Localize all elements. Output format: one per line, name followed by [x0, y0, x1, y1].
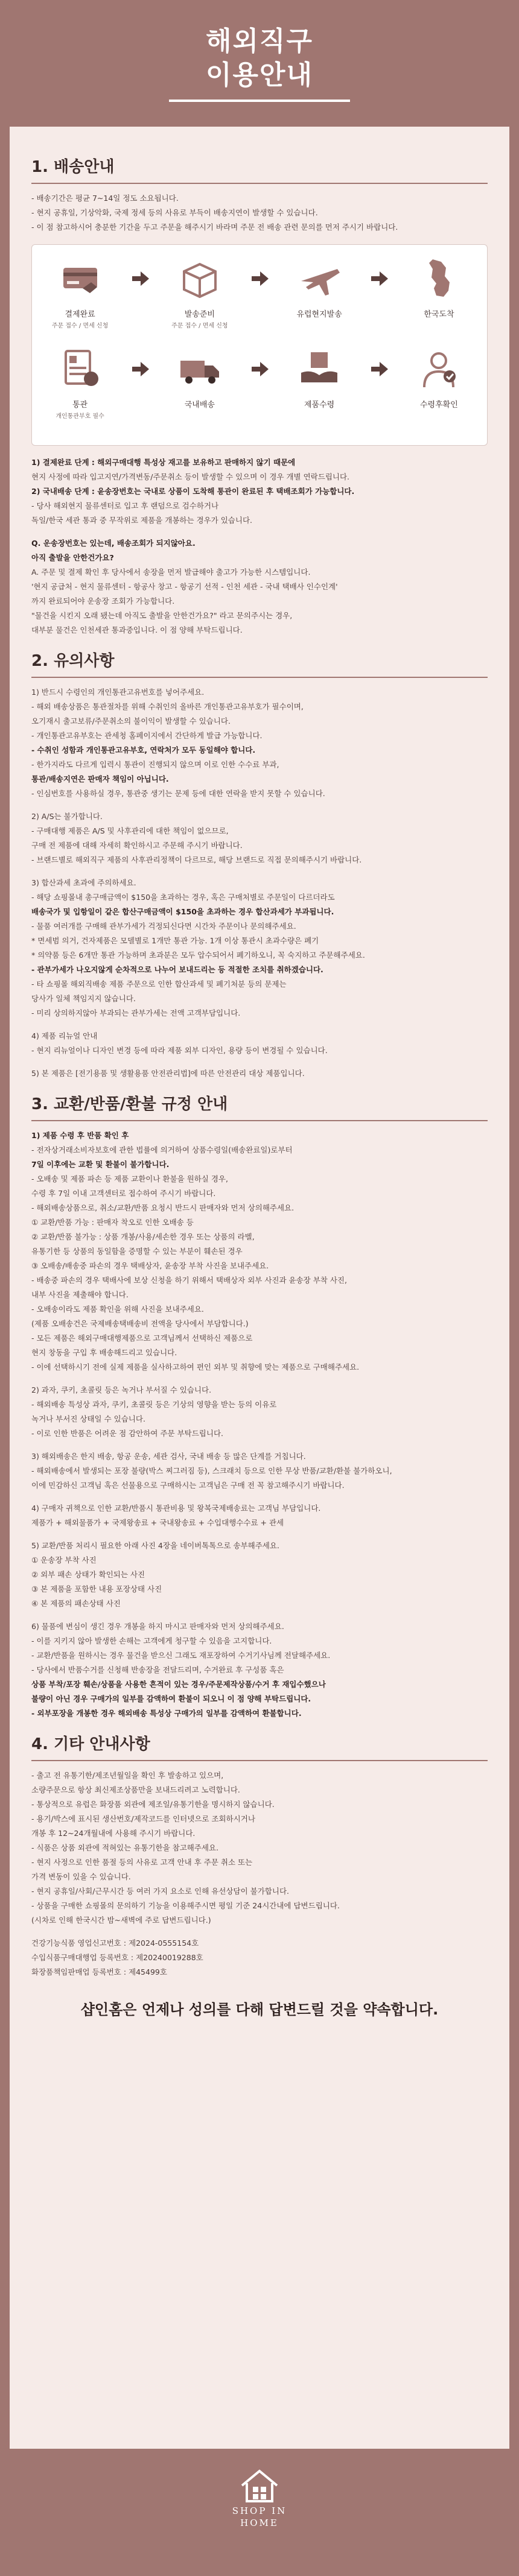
text-line: * 면세범 의거, 건자제품은 모델별로 1개만 통관 가능. 1개 이상 통관시 초과수량은 폐기	[31, 936, 319, 945]
flow-step-dispatch: 유럽현지발송	[283, 255, 355, 320]
shop-logo	[226, 2467, 293, 2558]
text-line: - 브랜드별로 해외직구 제품의 사후관리정책이 다르므로, 해당 브랜드로 직접 문의해주시기 바랍니다.	[31, 855, 362, 864]
section-divider	[31, 183, 488, 184]
text-line: 2) A/S는 불가합니다.	[31, 812, 103, 821]
text-line: 5) 본 제품은 [전기용품 및 생활용품 안전관리법]에 따른 안전관리 대상 제품입니다.	[31, 1069, 305, 1078]
text-line: 6) 물품에 변심이 생긴 경우 개봉을 하지 마시고 판매자와 먼저 상의해주세요.	[31, 1622, 284, 1631]
text-line: 소량주문으로 항상 최신제조상품만을 보내드리려고 노력합니다.	[31, 1785, 240, 1794]
spacer	[31, 1375, 488, 1383]
flow-step-payment: 결제완료 주문 접수 / 면세 신청	[44, 255, 116, 329]
returns-body	[31, 1128, 488, 1721]
section-divider	[31, 1120, 488, 1121]
customs-icon	[56, 345, 104, 393]
arrow-right-icon	[128, 255, 152, 303]
text-line: ② 외부 패손 상태가 확인되는 사진	[31, 1570, 145, 1579]
text-line: - 해당 쇼핑몰내 총구매금액이 $150을 초과하는 경우, 혹은 구매처별로 주문일이 다르더라도	[31, 893, 335, 902]
text-line: 오기재시 출고보류/주문취소의 불이익이 발생할 수 있습니다.	[31, 717, 231, 726]
text-line: - 전자상거래소비자보호에 관한 법률에 의거하여 상품수령일(배송완료일)로부터	[31, 1145, 293, 1154]
text-line: 2) 국내배송 단계 : 윤송장번호는 국내로 상품이 도착해 통관이 완료된 후 택배조회가 가능합니다.	[31, 487, 355, 496]
text-line: 건강기능식품 영업신고번호 : 제2024-0555154호	[31, 1938, 199, 1948]
text-line: - 출고 전 유통기한/제조년월일을 확인 후 발송하고 있으며,	[31, 1771, 224, 1780]
text-line: 3) 합산과세 초과에 주의하세요.	[31, 878, 136, 887]
other-heading: 4. 기타 안내사항	[31, 1735, 150, 1753]
text-line: Q. 운송장번호는 있는데, 배송조회가 되지않아요.	[31, 539, 196, 548]
text-line: 1) 반드시 수령인의 개인통관고유번호를 넣어주세요.	[31, 688, 205, 697]
house-icon	[238, 2467, 281, 2505]
text-line: - 관부가세가 나오지않게 순차적으로 나누어 보내드리는 등 적절한 조치를 취하겠습니다.	[31, 965, 323, 974]
spacer	[31, 801, 488, 809]
text-line: 아직 출발을 안한건가요?	[31, 553, 114, 562]
text-line: - 해외배송상품으로, 취소/교환/반품 요청시 반드시 판매자와 먼저 상의해주세요.	[31, 1203, 295, 1212]
text-line: 상품 부착/포장 훼손/상품을 사용한 흔적이 있는 경우/주문제작상품/수거 후 재입수했으나	[31, 1680, 326, 1689]
text-line: '현지 공급처 - 현지 물류센터 - 항공사 창고 - 항공기 선적 - 인천 세관 - 국내 택배사 인수인계'	[31, 582, 338, 591]
text-line: - 통상적으로 유럽은 화장품 외관에 제조일/유통기한을 명시하지 않습니다.	[31, 1800, 275, 1809]
text-line: 유통기한 등 상품의 동일함을 증명할 수 있는 부분이 훼손된 경우	[31, 1247, 243, 1256]
text-line: 이에 민감하신 고객님 혹은 선물용으로 구매하시는 고객님은 구매 전 꼭 참고해주시기 바랍니다.	[31, 1481, 345, 1490]
receive-icon	[295, 345, 343, 393]
text-line: - 해외 배송상품은 통관절차를 위해 수취인의 올바른 개인통관고유부호가 필수이며,	[31, 702, 304, 711]
text-line: (시차로 인해 한국시간 밤~새벽에 주로 답변드립니다.)	[31, 1916, 211, 1925]
arrow-right-icon	[247, 255, 272, 303]
text-line: 구매 전 제품에 대해 자세히 확인하시고 주문해 주시기 바랍니다.	[31, 841, 243, 850]
flow-row-2	[38, 345, 481, 435]
text-line: 화장품책임판매업 등록번호 : 제45499호	[31, 1967, 167, 1976]
shipping-intro	[31, 191, 488, 235]
flow-row-1	[38, 255, 481, 345]
title-underline	[169, 100, 350, 102]
closing-message: 샵인홈은 언제나 성의를 다해 답변드릴 것을 약속합니다.	[80, 2001, 439, 2018]
shipping-details	[31, 455, 488, 528]
text-line: 수령 후 7일 이내 고객센터로 접수하여 주시기 바랍니다.	[31, 1189, 216, 1198]
text-line: - 교환/반품을 원하시는 경우 물건을 받으신 그래도 재포장하여 수거기사님께 전달해주세요.	[31, 1651, 331, 1660]
text-line: "물건을 시킨지 오래 됐는데 아직도 출발을 안한건가요?" 라고 문의주시는 경우,	[31, 611, 293, 620]
text-line: 4) 제품 리뉴얼 안내	[31, 1031, 98, 1040]
logo-text-line1: SHOP IN	[232, 2505, 287, 2516]
content-panel	[10, 127, 509, 2449]
text-line: 당사가 일체 책임지지 않습니다.	[31, 994, 136, 1003]
text-line: - 식품은 상품 외관에 적혀있는 유통기한을 참고해주세요.	[31, 1843, 219, 1852]
box-icon	[176, 255, 224, 303]
spacer	[31, 1058, 488, 1066]
shipping-faq	[31, 536, 488, 638]
other-body	[31, 1768, 488, 1979]
text-line: - 이를 지키지 않아 발생한 손해는 고객에게 청구할 수 있음을 고지합니다.	[31, 1636, 272, 1645]
text-line: ① 운송장 부착 사진	[31, 1555, 97, 1565]
text-line: - 상품을 구매한 쇼핑몰의 문의하기 기능을 이용해주시면 평일 기준 24시간내에 답변드립니다.	[31, 1901, 340, 1910]
text-line: - 오배송 및 제품 파손 등 제품 교환이나 환불을 원하실 경우,	[31, 1174, 228, 1183]
truck-icon	[176, 345, 224, 393]
spacer	[31, 1441, 488, 1449]
text-line: 1) 제품 수령 후 반품 확인 후	[31, 1131, 129, 1140]
text-line: * 의약품 등은 6개만 통관 가능하며 초과분은 모두 압수되어서 폐기하오니, 꼭 숙지하고 주문해주세요.	[31, 951, 365, 960]
text-line: 대부분 물건은 인천세관 통과중입니다. 이 점 양해 부탁드립니다.	[31, 625, 243, 635]
text-line: ① 교환/반품 가능 : 판매자 착오로 인한 오배송 등	[31, 1218, 194, 1227]
airplane-icon	[295, 255, 343, 303]
flow-step-customs: 통관 개인통관부호 필수	[44, 345, 116, 420]
text-line: 수입식품구매대행업 등록번호 : 제20240019288호	[31, 1953, 203, 1962]
text-line: - 인심번호를 사용하실 경우, 통관중 생기는 문제 등에 대한 연락을 받지 못할 수 있습니다.	[31, 789, 325, 798]
text-line: 가격 변동이 있을 수 있습니다.	[31, 1872, 131, 1881]
text-line: - 수취인 성함과 개인통관고유부호, 연락처가 모두 동일해야 합니다.	[31, 745, 256, 755]
text-line: 녹거나 부서진 상태일 수 있습니다.	[31, 1414, 145, 1423]
page-title: 해외직구 이용안내	[205, 26, 313, 90]
returns-heading: 3. 교환/반품/환불 규정 안내	[31, 1095, 228, 1113]
text-line: - 이로 인한 반품은 어려운 점 감안하여 주문 부탁드립니다.	[31, 1429, 223, 1438]
text-line: - 현지 사정으로 인한 품절 등의 사유로 고객 안내 후 주문 취소 또는	[31, 1858, 253, 1867]
text-line: - 오배송이라도 제품 확인을 위해 사진을 보내주세요.	[31, 1305, 204, 1314]
confirm-icon	[415, 345, 463, 393]
flow-step-receive: 제품수령	[283, 345, 355, 411]
flow-step-domestic: 국내배송	[164, 345, 236, 411]
text-line: 까지 완료되어야 운송장 조회가 가능합니다.	[31, 597, 175, 606]
text-line: 독일/한국 세관 통과 중 무작위로 제품을 개봉하는 경우가 있습니다.	[31, 516, 252, 525]
text-line: - 당사 해외현지 물류센터로 입고 후 랜덤으로 검수하거나	[31, 501, 219, 510]
page-header	[0, 0, 519, 127]
text-line: 통관/배송지연은 판매자 책임이 아닙니다.	[31, 774, 169, 783]
footer	[0, 2449, 519, 2576]
spacer	[31, 1611, 488, 1619]
text-line: - 현지 공휴일, 기상악화, 국제 정세 등의 사유로 부득이 배송지연이 발생할 수 있습니다.	[31, 208, 318, 217]
text-line: ④ 본 제품의 패손상태 사진	[31, 1599, 121, 1608]
text-line: 배송국가 및 입항일이 같은 합산구매금액이 $150을 초과하는 경우 합산과세가 부과됩니다.	[31, 907, 334, 916]
text-line: - 이 점 참고하시어 충분한 기간을 두고 주문을 해주시기 바라며 주문 전 배송 관련 문의를 먼저 주시기 바랍니다.	[31, 223, 398, 232]
text-line: - 용기/박스에 표시된 생산번호/제작코드를 인터넷으로 조회하시거나	[31, 1814, 255, 1823]
arrow-right-icon	[247, 345, 272, 393]
text-line: 현지 창동을 구입 후 배송해드리고 있습니다.	[31, 1348, 177, 1357]
text-line: 5) 교환/반품 처리시 필요한 아래 사진 4장을 네이버톡톡으로 송부해주세요.	[31, 1541, 279, 1550]
text-line: - 배송기간은 평균 7~14일 정도 소요됩니다.	[31, 194, 179, 203]
text-line: - 물품 여러개를 구매해 관부가세가 걱정되신다면 시간차 주문이나 문의해주세요.	[31, 922, 296, 931]
text-line: 불량이 아닌 경우 구매가의 일부를 감액하여 환불이 되오니 이 점 양해 부탁드립니다.	[31, 1694, 311, 1703]
flow-step-confirm: 수령후확인	[403, 345, 475, 411]
spacer	[31, 867, 488, 876]
text-line: - 타 쇼핑몰 해외직배송 제품 주문으로 인한 합산과세 및 폐기처분 등의 문제는	[31, 979, 287, 989]
text-line: - 배송중 파손의 경우 택배사에 보상 신청을 하기 위해서 택배상자 외부 사진과 윤송장 부착 사진,	[31, 1276, 347, 1285]
text-line: - 구매대행 제품은 A/S 및 사후관리에 대한 책임이 없으므로,	[31, 826, 229, 835]
text-line: 현지 사정에 따라 입고지연/가격변동/주문취소 등이 발생할 수 있으며 이 경우 개별 연락드립니다.	[31, 472, 350, 481]
text-line: - 한가지라도 다르게 입력시 통관이 진행되지 않으며 이로 인한 수수료 부과,	[31, 760, 279, 769]
text-line: 4) 구매자 귀책으로 인한 교환/반품시 통관비용 및 왕복국제배송료는 고객님 부담입니다.	[31, 1504, 321, 1513]
text-line: - 현지 공휴일/사회/근무시간 등 여러 가지 요소로 인해 유선상담이 불가합니다.	[31, 1887, 289, 1896]
text-line: 7일 이후에는 교환 및 환불이 불가합니다.	[31, 1160, 170, 1169]
arrow-right-icon	[367, 345, 391, 393]
payment-icon	[56, 255, 104, 303]
section-divider	[31, 677, 488, 678]
text-line: - 외부포장을 개봉한 경우 해외배송 특성상 구매가의 일부를 감액하여 환불합니다.	[31, 1709, 302, 1718]
arrow-right-icon	[128, 345, 152, 393]
text-line: 내부 사진을 제출해야 합니다.	[31, 1290, 129, 1299]
logo-text-line2: HOME	[240, 2517, 279, 2528]
text-line: ③ 오배송/배송중 파손의 경우 택배상자, 윤송장 부착 사진을 보내주세요.	[31, 1261, 269, 1270]
text-line: ② 교환/반품 불가능 : 상품 개봉/사용/세손한 경우 또는 상품의 라벨,	[31, 1232, 255, 1241]
arrow-right-icon	[367, 255, 391, 303]
spacer	[31, 1021, 488, 1029]
text-line: 1) 결제완료 단계 : 해외구매대행 특성상 재고를 보유하고 판매하지 않기 때문에	[31, 458, 296, 467]
text-line: - 해외배송 특성상 과자, 쿠키, 초콜릿 등은 기상의 영향을 받는 등의 이유로	[31, 1400, 277, 1409]
text-line: - 모든 제품은 해외구매대행제품으로 고객님께서 선택하신 제품으로	[31, 1334, 253, 1343]
section-divider	[31, 1760, 488, 1761]
text-line: 3) 해외배송은 한지 배송, 항공 운송, 세관 검사, 국내 배송 등 많은 단계를 거칩니다.	[31, 1452, 306, 1461]
text-line: ③ 본 제품을 포함한 내용 포장상태 사진	[31, 1584, 162, 1593]
text-line: - 해외배송에서 발생되는 포장 불량(박스 찌그러짐 등), 스크래치 등으로 인한 무상 반품/교환/환불 불가하오니,	[31, 1466, 392, 1475]
text-line: - 미리 상의하지않아 부과되는 관부가세는 전액 고객부담입니다.	[31, 1008, 241, 1017]
text-line: 개봉 후 12~24개월내에 사용해 주시기 바랍니다.	[31, 1829, 196, 1838]
text-line: 2) 과자, 쿠키, 초콜릿 등은 녹거나 부서질 수 있습니다.	[31, 1385, 212, 1394]
notes-heading: 2. 유의사항	[31, 652, 115, 670]
shipping-heading: 1. 배송안내	[31, 158, 115, 176]
spacer	[31, 1493, 488, 1501]
flow-step-arrival: 한국도착	[403, 255, 475, 320]
text-line: (제품 오배송건은 국제배송택배송비 전액을 당사에서 부담합니다.)	[31, 1319, 249, 1328]
notes-body	[31, 685, 488, 1081]
text-line: - 당사에서 반품수거를 신청해 반송장을 전달드리며, 수거완료 후 구성품 혹은	[31, 1665, 284, 1674]
spacer	[31, 1530, 488, 1539]
flow-step-prepare: 발송준비 주문 접수 / 면세 신청	[164, 255, 236, 329]
text-line: 제품가 + 해외물품가 + 국제왕송료 + 국내왕송료 + 수입대행수수료 + 관세	[31, 1518, 284, 1527]
shipping-flow-diagram	[31, 244, 488, 446]
text-line: - 이에 선택하시기 전에 실제 제품을 실사하고하여 편인 외부 및 취향에 맞는 제품으로 구매해주세요.	[31, 1362, 360, 1372]
text-line: A. 주문 및 결제 확인 후 당사에서 송장을 먼저 발급해야 출고가 가능한 시스템입니다.	[31, 568, 311, 577]
text-line: - 현지 리뉴얼이나 디자인 변경 등에 따라 제품 외부 디자인, 용량 등이 변경될 수 있습니다.	[31, 1046, 328, 1055]
spacer	[31, 1928, 488, 1936]
text-line: - 개인통관고유부호는 관세청 홈페이지에서 간단하게 발급 가능합니다.	[31, 731, 263, 740]
korea-map-icon	[415, 255, 463, 303]
